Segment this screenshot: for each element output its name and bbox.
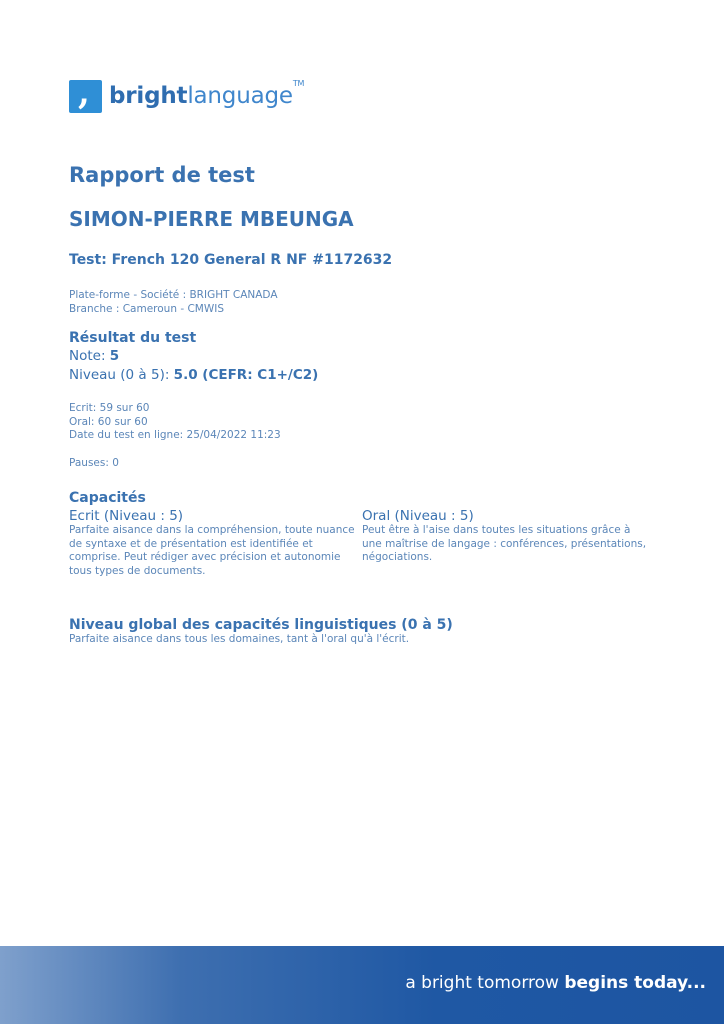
ecrit-capacity-text: Parfaite aisance dans la compréhension, toute nuance de syntaxe et de présentation est identifiée et comprise. Peut rédiger avec précision et autonomie tous types de documents. (69, 524, 355, 577)
logo-wordmark (109, 79, 305, 109)
pauses: Pauses: 0 (69, 457, 119, 469)
logo-trademark: TM (292, 79, 305, 88)
branch-line: Branche : Cameroun - CMWIS (69, 302, 224, 315)
note-line (69, 348, 318, 365)
platform-line: Plate-forme - Société : BRIGHT CANADA (69, 289, 278, 301)
footer-banner (0, 946, 724, 1024)
note-value: 5 (109, 348, 120, 364)
score-details (69, 402, 281, 443)
footer-slogan-part2: begins today... (564, 973, 706, 993)
platform-info (69, 289, 278, 316)
level-value: 5.0 (CEFR: C1+/C2) (173, 367, 319, 383)
ecrit-capacity (69, 508, 359, 578)
global-level-text: Parfaite aisance dans tous les domaines, tant à l'oral qu'à l'écrit. (69, 633, 410, 645)
brightlanguage-logo (69, 72, 305, 113)
oral-score: Oral: 60 sur 60 (69, 415, 148, 428)
candidate-name: SIMON-PIERRE MBEUNGA (69, 207, 354, 231)
capacites-heading: Capacités (69, 490, 146, 506)
footer-slogan-part1: a bright tomorrow (405, 973, 565, 993)
test-name: Test: French 120 General R NF #1172632 (69, 252, 393, 268)
level-line (69, 367, 318, 384)
ecrit-capacity-title: Ecrit (Niveau : 5) (69, 508, 184, 524)
level-label: Niveau (0 à 5): (69, 367, 174, 383)
logo-word-language: language (187, 83, 293, 109)
logo-word-bright: bright (109, 83, 188, 109)
test-date: Date du test en ligne: 25/04/2022 11:23 (69, 429, 281, 441)
oral-capacity (362, 508, 652, 565)
ecrit-score: Ecrit: 59 sur 60 (69, 402, 150, 414)
result-heading: Résultat du test (69, 330, 197, 346)
global-level-heading: Niveau global des capacités linguistiques (0 à 5) (69, 617, 453, 633)
note-label: Note: (69, 348, 110, 364)
test-result-section (69, 330, 318, 384)
report-title: Rapport de test (69, 163, 255, 187)
logo-comma-icon: , (69, 80, 102, 113)
footer-slogan (405, 973, 706, 993)
global-level-section (69, 617, 453, 647)
oral-capacity-title: Oral (Niveau : 5) (362, 508, 474, 524)
oral-capacity-text: Peut être à l'aise dans toutes les situations grâce à une maîtrise de langage : conférences, présentations, négociations. (362, 524, 647, 563)
